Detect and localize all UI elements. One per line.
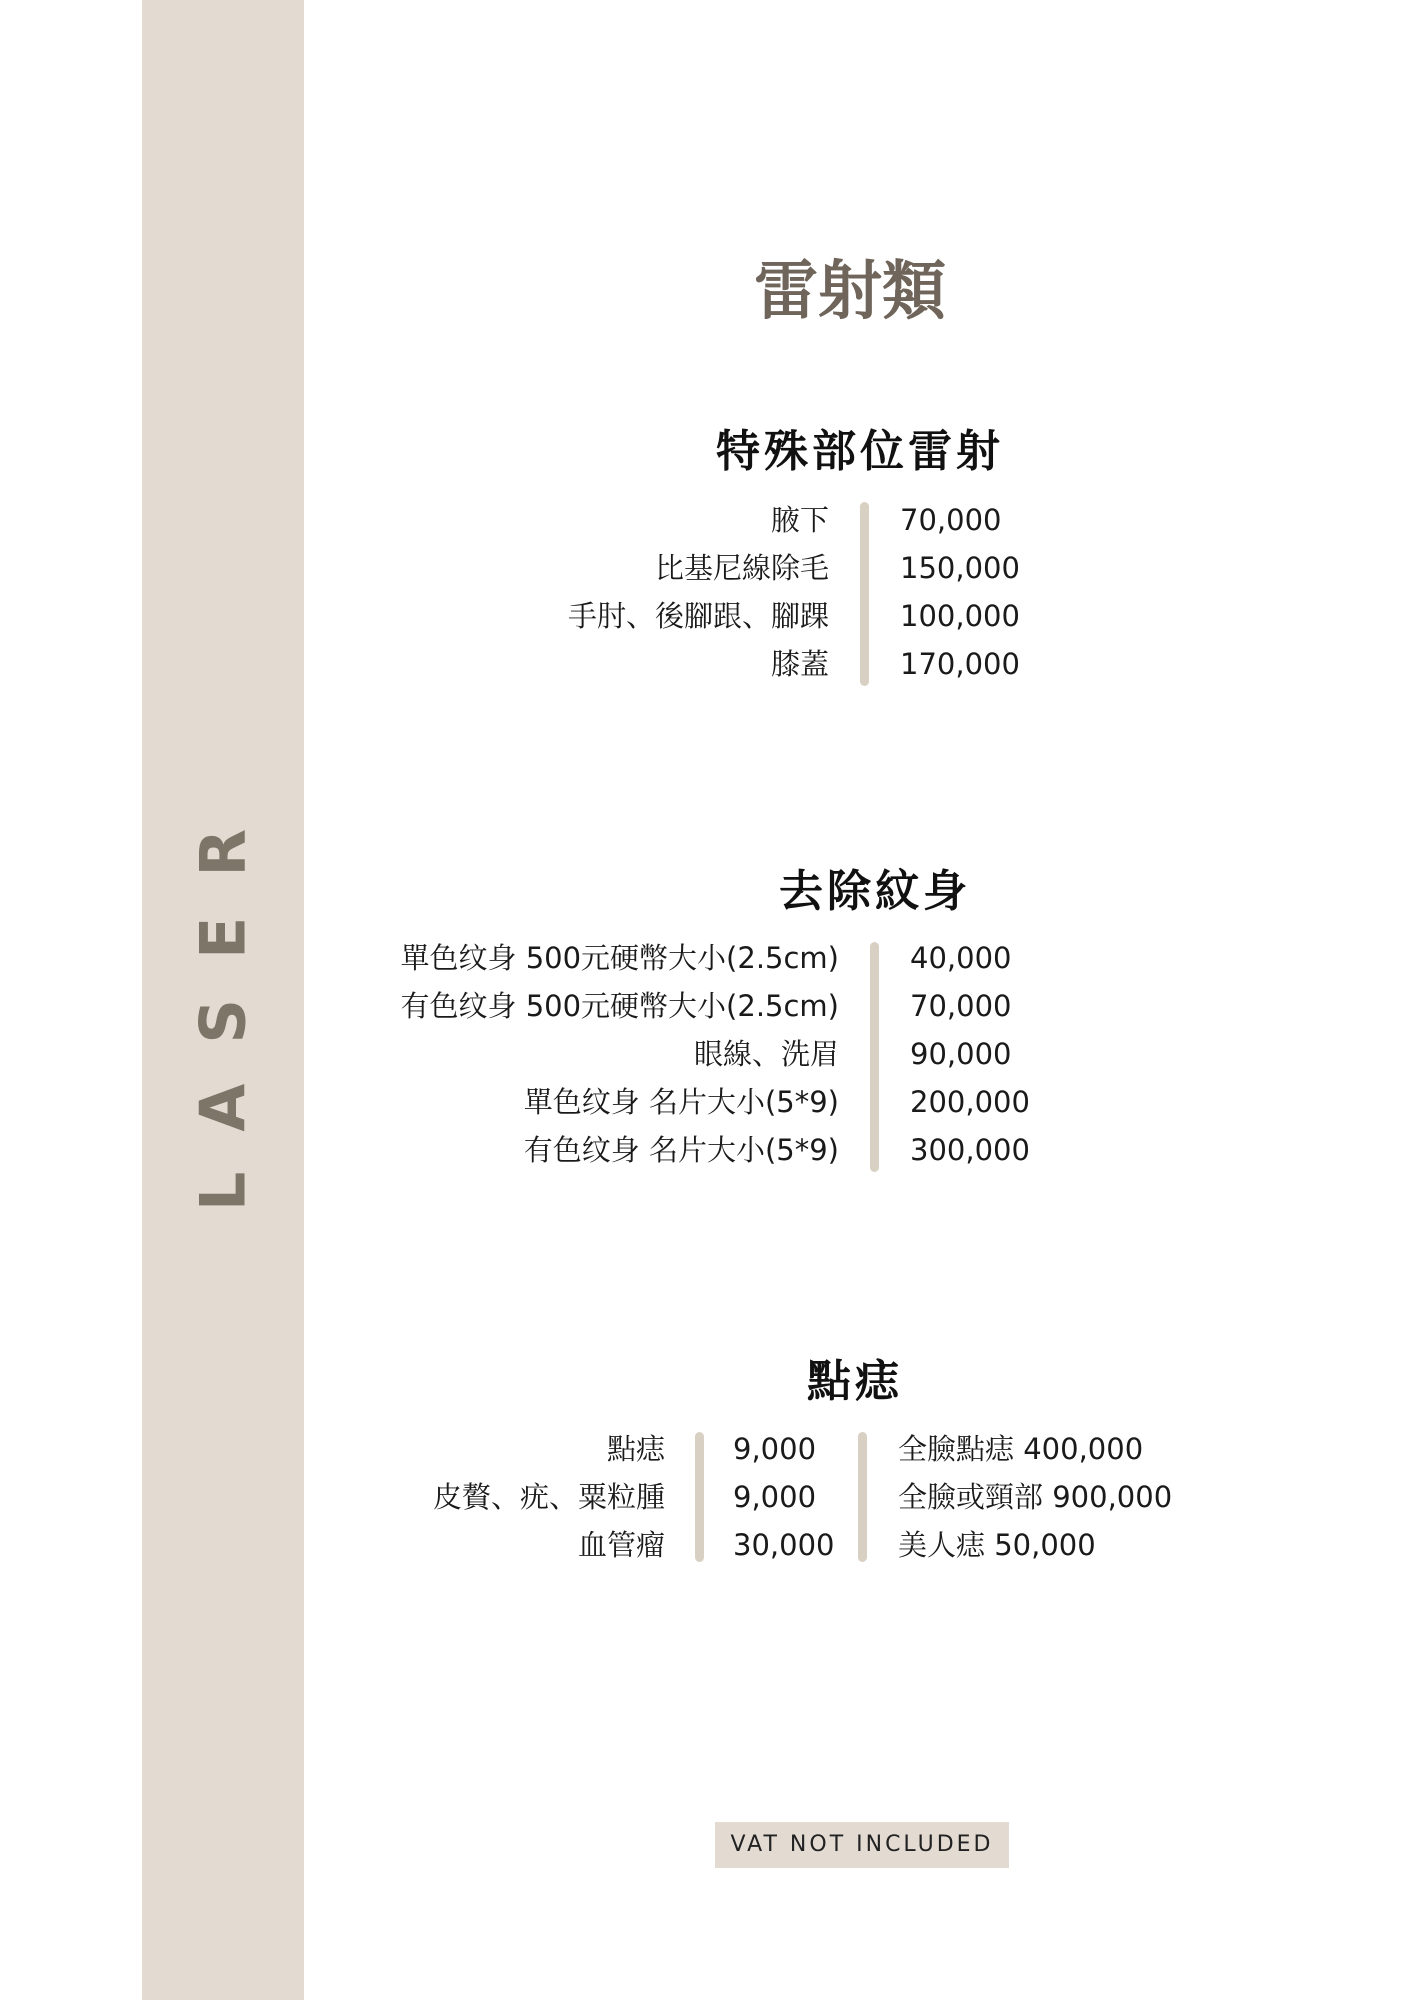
section-title-mole-removal: 點痣	[807, 1356, 903, 1407]
service-prices-mole-removal	[733, 1425, 834, 1569]
service-name: 腋下	[770, 503, 829, 537]
service-name: 手肘、後腳跟、腳踝	[567, 599, 829, 633]
service-price: 9,000	[733, 1480, 817, 1514]
side-label: LASER	[186, 788, 260, 1212]
service-price: 90,000	[910, 1037, 1012, 1071]
service-name: 血管瘤	[577, 1528, 665, 1562]
service-name: 有色纹身 500元硬幣大小(2.5cm)	[400, 989, 839, 1023]
divider-bar	[858, 1432, 867, 1562]
service-name: 有色纹身 名片大小(5*9)	[523, 1133, 839, 1167]
divider-bar	[695, 1432, 704, 1562]
service-price: 300,000	[910, 1133, 1030, 1167]
service-prices-special-area	[900, 496, 1020, 688]
service-extras-mole-removal	[898, 1425, 1172, 1569]
service-extra: 全臉或頸部 900,000	[898, 1480, 1173, 1514]
service-extra: 全臉點痣 400,000	[898, 1432, 1144, 1466]
service-price: 170,000	[900, 647, 1020, 681]
service-names-tattoo-removal	[400, 934, 839, 1174]
service-price: 70,000	[900, 503, 1002, 537]
service-name: 膝蓋	[770, 647, 829, 681]
service-name: 眼線、洗眉	[693, 1037, 839, 1071]
service-price: 40,000	[910, 941, 1012, 975]
service-price: 150,000	[900, 551, 1020, 585]
service-price: 70,000	[910, 989, 1012, 1023]
service-prices-tattoo-removal	[910, 934, 1030, 1174]
service-price: 200,000	[910, 1085, 1030, 1119]
service-name: 比基尼線除毛	[654, 551, 829, 585]
service-extra: 美人痣 50,000	[898, 1528, 1096, 1562]
service-name: 單色纹身 名片大小(5*9)	[523, 1085, 839, 1119]
service-name: 點痣	[606, 1432, 665, 1466]
service-name: 單色纹身 500元硬幣大小(2.5cm)	[400, 941, 839, 975]
service-price: 100,000	[900, 599, 1020, 633]
service-price: 9,000	[733, 1432, 817, 1466]
section-title-special-area: 特殊部位雷射	[716, 426, 1004, 477]
page-title: 雷射類	[754, 255, 946, 329]
divider-bar	[860, 502, 869, 686]
divider-bar	[870, 942, 879, 1172]
service-name: 皮贅、疣、粟粒腫	[432, 1480, 665, 1514]
vat-note-badge: VAT NOT INCLUDED	[715, 1822, 1009, 1868]
service-names-mole-removal	[433, 1425, 665, 1569]
service-names-special-area	[568, 496, 829, 688]
service-price: 30,000	[733, 1528, 835, 1562]
section-title-tattoo-removal: 去除紋身	[779, 866, 971, 917]
